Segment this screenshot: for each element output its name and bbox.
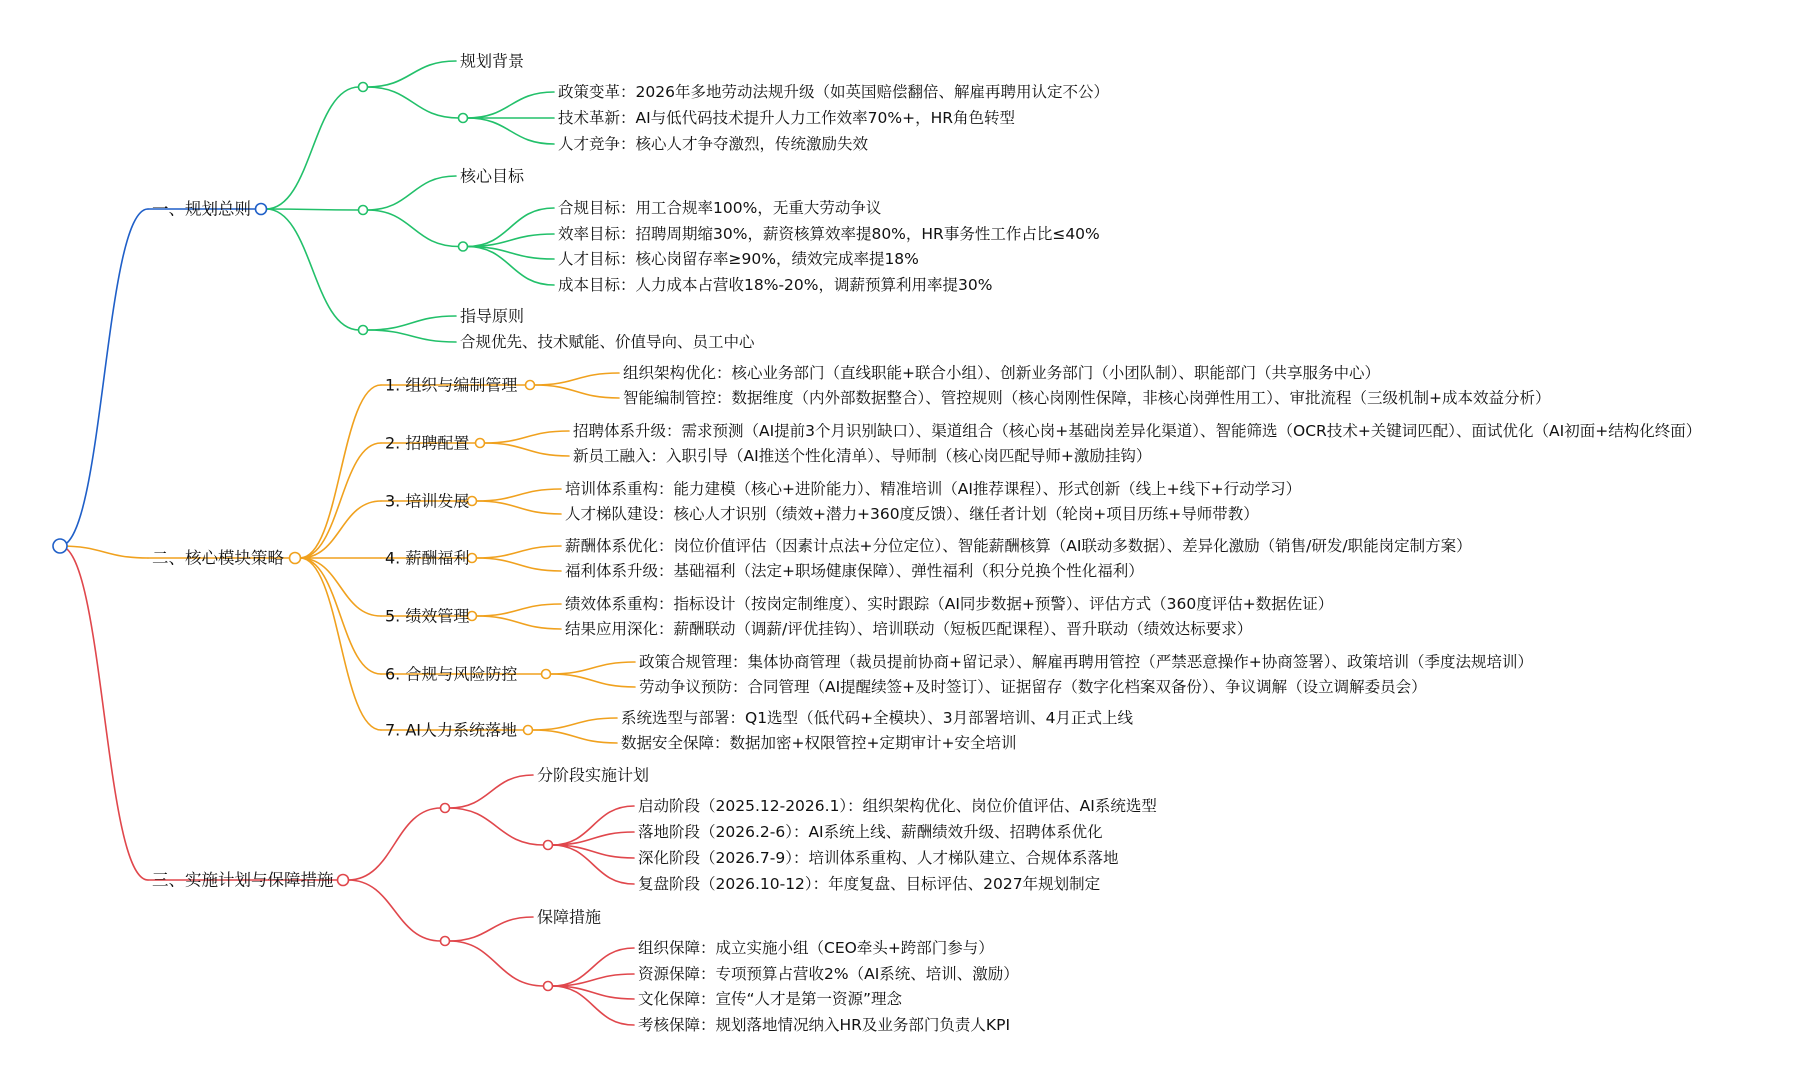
module-6-item-2-edge [550,674,635,687]
section-3-group-2-item-1: 组织保障：成立实施小组（CEO牵头+跨部门参与） [638,939,994,957]
module-2-item-1: 招聘体系升级：需求预测（AI提前3个月识别缺口）、渠道组合（核心岗+基础岗差异化渠道）、智能筛选（OCR技术+关键词匹配）、面试优化（AI初面+结构化终面） [573,422,1702,440]
section-2-edge-module-1 [300,385,381,558]
module-4-item-2: 福利体系升级：基础福利（法定+职场健康保障）、弹性福利（积分兑换个性化福利） [565,562,1144,580]
section-1-group-2-item-1: 合规目标：用工合规率100%，无重大劳动争议 [558,199,882,217]
section-3-group-1-item-2: 落地阶段（2026.2-6）：AI系统上线、薪酬绩效升级、招聘体系优化 [638,823,1103,841]
module-1-title: 1. 组织与编制管理 [385,375,518,395]
module-7-item-2: 数据安全保障：数据加密+权限管控+定期审计+安全培训 [621,734,1017,752]
module-6-title: 6. 合规与风险防控 [385,664,518,684]
section-3-group-2-title-edge [449,917,533,941]
section-1-group-2-title: 核心目标 [460,166,525,186]
group-1-item-3-edge [467,118,554,144]
section-1-edge-group-3 [266,209,359,330]
module-2-item-2-edge [484,443,569,456]
root-node[interactable] [53,539,67,553]
section-3-group-1-title: 分阶段实施计划 [537,765,650,785]
section-3-group-1-sub-node[interactable] [544,841,553,850]
module-3-title: 3. 培训发展 [385,491,470,511]
module-5-item-1: 绩效体系重构：指标设计（按岗定制维度）、实时跟踪（AI同步数据+预警）、评估方式（360度评估+数据佐证） [565,595,1334,613]
section-1-group-1-item-1: 政策变革：2026年多地劳动法规升级（如英国赔偿翻倍、解雇再聘用认定不公） [558,83,1109,101]
group-1-item-1-edge [467,92,554,118]
section-1-group-1-sub-node[interactable] [459,114,468,123]
section-3-group-1-node[interactable] [441,804,450,813]
module-4-item-1-edge [476,546,561,558]
module-7-item-1: 系统选型与部署：Q1选型（低代码+全模块）、3月部署培训、4月正式上线 [621,709,1134,727]
module-7-title: 7. AI人力系统落地 [385,720,518,740]
section-2-edge-module-5 [300,558,381,616]
section-1-edge-group-2 [266,209,359,210]
section-3-group-2-item-2: 资源保障：专项预算占营收2%（AI系统、培训、激励） [638,965,1019,983]
module-6-item-1: 政策合规管理：集体协商管理（裁员提前协商+留记录）、解雇再聘用管控（严禁恶意操作+协商签署）、政策培训（季度法规培训） [639,653,1533,671]
module-5-title: 5. 绩效管理 [385,606,470,626]
section-1-group-1-item-2: 技术革新：AI与低代码技术提升人力工作效率70%+，HR角色转型 [558,109,1016,127]
section-1-group-2-sub-node[interactable] [459,242,468,251]
section-1-group-1-title: 规划背景 [460,51,525,71]
module-5-item-2: 结果应用深化：薪酬联动（调薪/评优挂钩）、培训联动（短板匹配课程）、晋升联动（绩效达标要求） [565,620,1253,638]
section-2-edge-module-3 [300,501,381,558]
root-edge-section-3 [60,546,148,880]
module-1-item-2-edge [534,385,619,398]
section-3-group-2-node[interactable] [441,937,450,946]
section-3-group-2-title: 保障措施 [537,907,602,927]
module-2-item-1-edge [484,431,569,443]
section-3-group-1-item-1: 启动阶段（2025.12-2026.1）：组织架构优化、岗位价值评估、AI系统选型 [638,797,1157,815]
section-3-edge-group-2 [348,880,441,941]
section-1-group-2-node[interactable] [359,206,368,215]
section-2-edge-module-7 [300,558,381,730]
module-6-item-2: 劳动争议预防：合同管理（AI提醒续签+及时签订）、证据留存（数字化档案双备份）、争议调解（设立调解委员会） [639,678,1427,696]
module-7-item-2-edge [532,730,617,743]
section-3-label: 三、实施计划与保障措施 [152,870,334,890]
section-1-group-2-item-3: 人才目标：核心岗留存率≥90%，绩效完成率提18% [558,250,919,268]
section-3-edge-group-1 [348,808,441,880]
section-3-group-1-item-4: 复盘阶段（2026.10-12）：年度复盘、目标评估、2027年规划制定 [638,875,1101,893]
section-1-group-2-item-4: 成本目标：人力成本占营收18%-20%，调薪预算利用率提30% [558,276,993,294]
module-5-item-1-edge [476,604,561,616]
module-3-item-2-edge [476,501,561,514]
section-2-label: 二、核心模块策略 [152,548,284,568]
section-3-group-1-sub-edge [449,808,544,845]
section-1-node[interactable] [256,204,267,215]
module-1-item-2: 智能编制管控：数据维度（内外部数据整合）、管控规则（核心岗刚性保障，非核心岗弹性用工）、审批流程（三级机制+成本效益分析） [623,389,1551,407]
module-1-item-1: 组织架构优化：核心业务部门（直线职能+联合小组）、创新业务部门（小团队制）、职能部门（共享服务中心） [623,364,1380,382]
module-3-item-1: 培训体系重构：能力建模（核心+进阶能力）、精准培训（AI推荐课程）、形式创新（线上+线下+行动学习） [565,480,1302,498]
section-1-group-2-item-2: 效率目标：招聘周期缩30%，薪资核算效率提80%，HR事务性工作占比≤40% [558,225,1100,243]
module-4-title: 4. 薪酬福利 [385,548,470,568]
section-2-edge-module-2 [300,443,381,558]
section-1-group-3-title: 指导原则 [460,306,525,326]
module-2-item-2: 新员工融入：入职引导（AI推送个性化清单）、导师制（核心岗匹配导师+激励挂钩） [573,447,1152,465]
module-4-item-1: 薪酬体系优化：岗位价值评估（因素计点法+分位定位）、智能薪酬核算（AI联动多数据）、差异化激励（销售/研发/职能岗定制方案） [565,537,1472,555]
group-3-title-edge [367,316,456,330]
group-2-title-edge [367,176,456,210]
section-1-group-1-node[interactable] [359,83,368,92]
section-3-group-2-item-3: 文化保障：宣传“人才是第一资源”理念 [638,990,903,1008]
group-1-title-edge [367,61,456,87]
module-5-item-2-edge [476,616,561,629]
root-edge-section-1 [60,209,148,546]
section-1-group-3-item-1: 合规优先、技术赋能、价值导向、员工中心 [460,333,755,351]
section-3-group-2-item-4: 考核保障：规划落地情况纳入HR及业务部门负责人KPI [638,1016,1011,1034]
module-7-node[interactable] [524,726,533,735]
group-1-sub-edge [367,87,459,118]
section-1-label: 一、规划总则 [152,199,251,219]
module-2-node[interactable] [476,439,485,448]
section-3-group-2-sub-edge [449,941,544,986]
section-1-group-1-item-3: 人才竞争：核心人才争夺激烈，传统激励失效 [558,135,869,153]
section-3-node[interactable] [338,875,349,886]
module-1-node[interactable] [526,381,535,390]
module-6-item-1-edge [550,662,635,674]
module-2-title: 2. 招聘配置 [385,433,470,453]
module-7-item-1-edge [532,718,617,730]
section-3-group-1-item-3: 深化阶段（2026.7-9）：培训体系重构、人才梯队建立、合规体系落地 [638,849,1119,867]
section-1-edge-group-1 [266,87,359,209]
section-1-group-3-node[interactable] [359,326,368,335]
section-2-edge-module-6 [300,558,381,674]
section-3-group-1-title-edge [449,775,533,808]
group-3-item-1-edge [367,330,456,342]
module-1-item-1-edge [534,373,619,385]
group-2-sub-edge [367,210,459,247]
module-4-item-2-edge [476,558,561,571]
section-3-group-2-sub-node[interactable] [544,982,553,991]
module-3-item-1-edge [476,489,561,501]
section-2-node[interactable] [290,553,301,564]
module-3-item-2: 人才梯队建设：核心人才识别（绩效+潜力+360度反馈）、继任者计划（轮岗+项目历练+导师带教） [565,505,1259,523]
module-6-node[interactable] [542,670,551,679]
